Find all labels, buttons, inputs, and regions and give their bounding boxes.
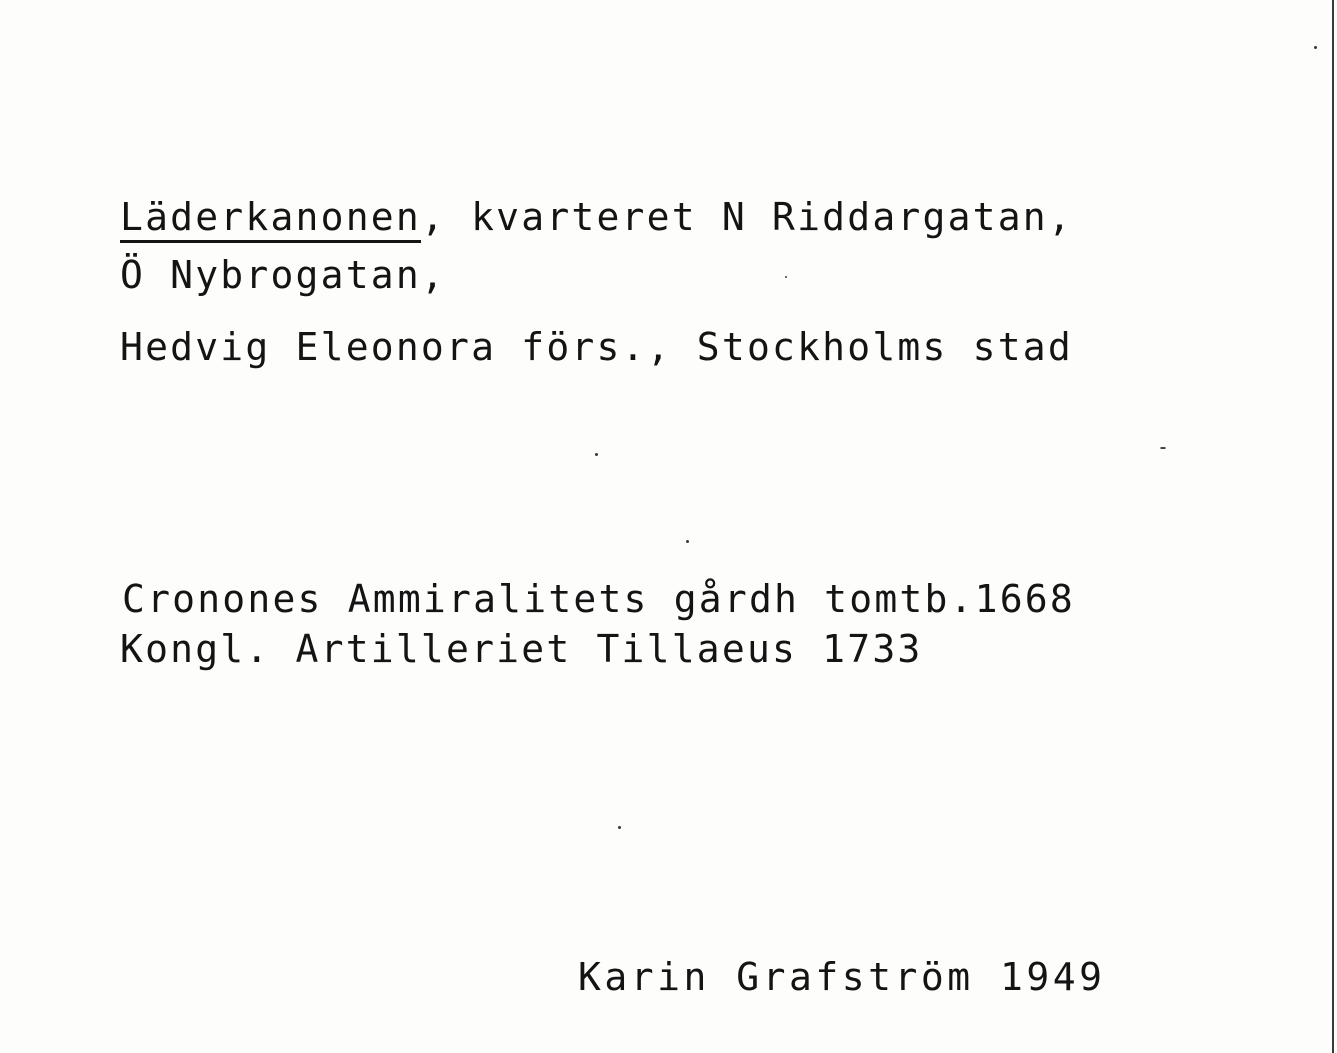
address-line-2: Ö Nybrogatan, — [120, 253, 447, 297]
block-name: Läderkanonen — [120, 195, 421, 243]
history-line-1: Cronones Ammiralitets gårdh tomtb.1668 — [122, 577, 1075, 621]
speck — [686, 540, 689, 543]
parish-line: Hedvig Eleonora förs., Stockholms stad — [120, 325, 1073, 369]
signature-line: Karin Grafström 1949 — [578, 955, 1106, 999]
address-line-1 — [120, 195, 1073, 239]
speck — [785, 276, 787, 278]
speck — [1314, 46, 1317, 49]
address-line-1-rest: , kvarteret N Riddargatan, — [420, 195, 1073, 239]
card-edge — [1332, 0, 1334, 1053]
speck — [1160, 447, 1166, 449]
history-line-2: Kongl. Artilleriet Tillaeus 1733 — [120, 627, 923, 671]
speck — [618, 826, 621, 829]
speck — [595, 453, 598, 456]
